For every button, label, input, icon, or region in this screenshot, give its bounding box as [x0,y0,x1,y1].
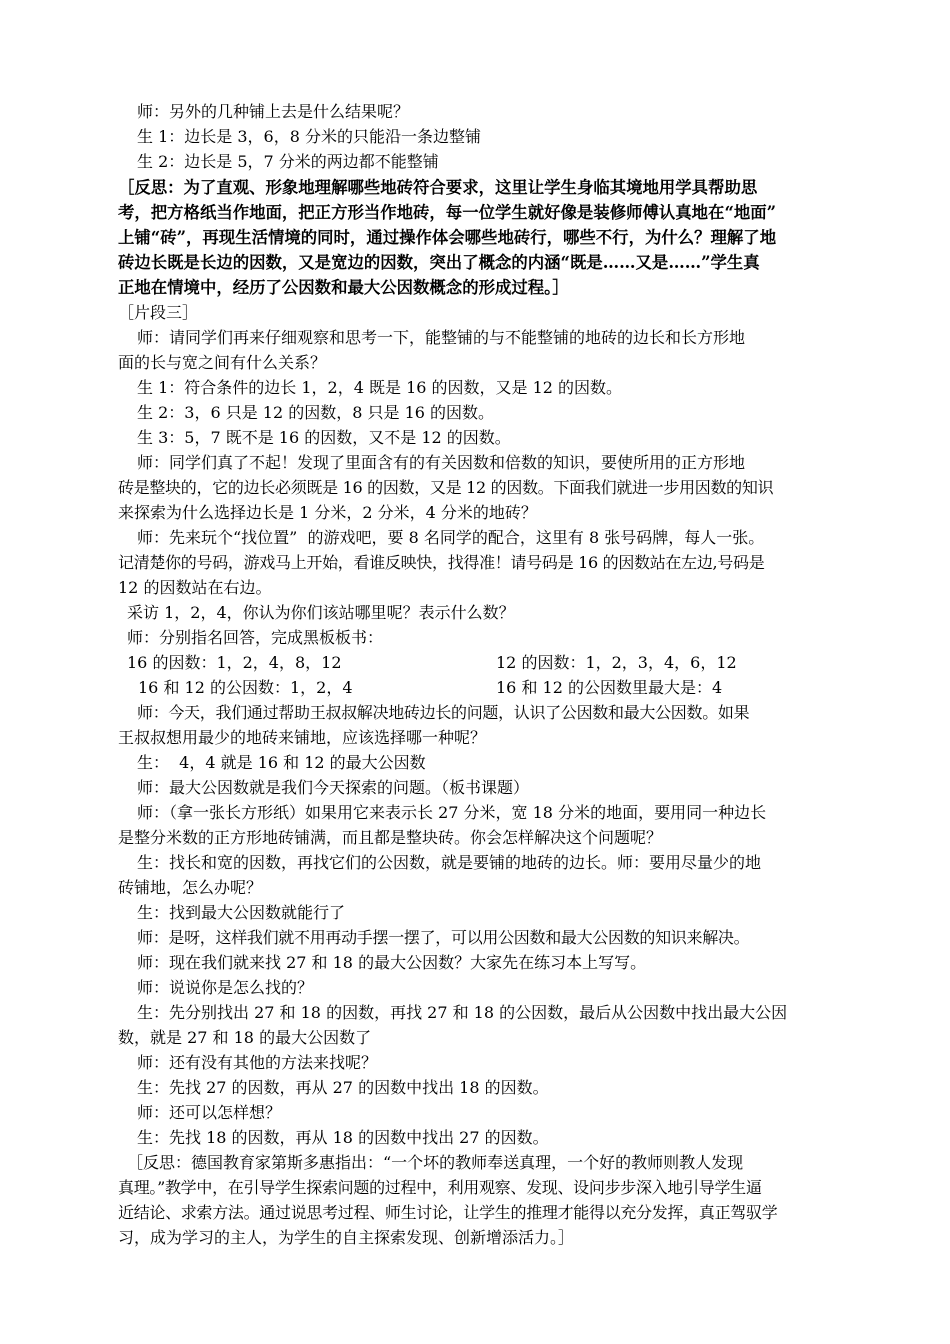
text-line: 师：请同学们再来仔细观察和思考一下，能整铺的与不能整铺的地砖的边长和长方形地 [137,328,746,347]
text-line: 师：是呀，这样我们就不用再动手摆一摆了，可以用公因数和最大公因数的知识来解决。 [137,928,750,947]
text-line: 生 2：边长是 5，7 分米的两边都不能整铺 [137,152,439,171]
text-line: 生 3：5，7 既不是 16 的因数，又不是 12 的因数。 [137,428,511,447]
text-line: 师：另外的几种铺上去是什么结果呢？ [137,102,410,121]
reflection-bold-line: 砖边长既是长边的因数，又是宽边的因数，突出了概念的内涵“既是……又是……”学生真 [118,253,760,272]
text-line: 12 的因数站在右边。 [118,578,272,597]
text-line: 生：找到最大公因数就能行了 [137,903,346,922]
text-line: 来探索为什么选择边长是 1 分米，2 分米，4 分米的地砖？ [118,503,537,522]
board-common-factors: 16 和 12 的公因数：1，2，4 [138,678,353,697]
reflection-bold-line: ［反思：为了直观、形象地理解哪些地砖符合要求，这里让学生身临其境地用学具帮助思 [118,178,758,197]
section-heading: ［片段三］ [118,303,199,322]
text-line: 生 1：符合条件的边长 1，2，4 既是 16 的因数，又是 12 的因数。 [137,378,623,397]
text-line: 采访 1，2，4，你认为你们该站哪里呢？表示什么数？ [127,603,515,622]
text-line: 生：先找 27 的因数，再从 27 的因数中找出 18 的因数。 [137,1078,549,1097]
text-line: 生 1：边长是 3，6，8 分米的只能沿一条边整铺 [137,127,481,146]
text-line: 记清楚你的号码，游戏马上开始，看谁反映快，找得准！请号码是 16 的因数站在左边,号码是 [118,553,765,572]
reflection-line: 真理。”教学中，在引导学生探索问题的过程中，利用观察、发现、设问步步深入地引导学生逼 [118,1178,762,1197]
text-line: 师：分别指名回答，完成黑板板书： [127,628,384,647]
text-line: 师：今天，我们通过帮助王叔叔解决地砖边长的问题，认识了公因数和最大公因数。如果 [137,703,750,722]
text-line: 师：还有没有其他的方法来找呢？ [137,1053,378,1072]
text-line: 师：同学们真了不起！发现了里面含有的有关因数和倍数的知识，要使所用的正方形地 [137,453,746,472]
text-line: 生：先找 18 的因数，再从 18 的因数中找出 27 的因数。 [137,1128,549,1147]
text-line: 是整分米数的正方形地砖铺满，而且都是整块砖。你会怎样解决这个问题呢？ [118,828,663,847]
reflection-bold-line: 上铺“砖”，再现生活情境的同时，通过操作体会哪些地砖行，哪些不行，为什么？理解了地 [118,228,777,247]
text-line: 师：最大公因数就是我们今天探索的问题。（板书课题） [137,778,530,797]
text-line: 生：找长和宽的因数，再找它们的公因数，就是要铺的地砖的边长。师：要用尽量少的地 [137,853,762,872]
board-greatest-common-factor: 16 和 12 的公因数里最大是：4 [496,678,723,697]
reflection-line: ［反思：德国教育家第斯多惠指出：“一个坏的教师奉送真理，一个好的教师则教人发现 [127,1153,744,1172]
text-line: 师：（拿一张长方形纸）如果用它来表示长 27 分米，宽 18 分米的地面，要用同一种边长 [137,803,767,822]
reflection-line: 近结论、求索方法。通过说思考过程、师生讨论，让学生的推理才能得以充分发挥，真正驾驭学 [118,1203,778,1222]
board-factors-16: 16 的因数：1，2，4，8，12 [127,653,342,672]
text-line: 面的长与宽之间有什么关系？ [118,353,327,372]
text-line: 师：还可以怎样想？ [137,1103,282,1122]
text-line: 王叔叔想用最少的地砖来铺地，应该选择哪一种呢？ [118,728,487,747]
text-line: 生：先分别找出 27 和 18 的因数，再找 27 和 18 的公因数，最后从公因数中找出最大公因 [137,1003,788,1022]
text-line: 砖铺地，怎么办呢？ [118,878,263,897]
reflection-bold-line: 考，把方格纸当作地面，把正方形当作地砖，每一位学生就好像是装修师傅认真地在“地面” [118,203,777,222]
text-line: 师：现在我们就来找 27 和 18 的最大公因数？大家先在练习本上写写。 [137,953,647,972]
text-line: 师：先来玩个“找位置” 的游戏吧，要 8 名同学的配合，这里有 8 张号码牌，每人一张。 [137,528,765,547]
board-factors-12: 12 的因数：1，2，3，4，6，12 [496,653,737,672]
text-line: 生： 4，4 就是 16 和 12 的最大公因数 [137,753,426,772]
reflection-line: 习，成为学习的主人，为学生的自主探索发现、创新增添活力。］ [118,1228,575,1247]
text-line: 师：说说你是怎么找的？ [137,978,314,997]
text-line: 生 2：3，6 只是 12 的因数，8 只是 16 的因数。 [137,403,495,422]
text-line: 数，就是 27 和 18 的最大公因数了 [118,1028,372,1047]
reflection-bold-line: 正地在情境中，经历了公因数和最大公因数概念的形成过程。］ [118,278,569,297]
text-line: 砖是整块的，它的边长必须既是 16 的因数，又是 12 的因数。下面我们就进一步用因数的知识 [118,478,774,497]
